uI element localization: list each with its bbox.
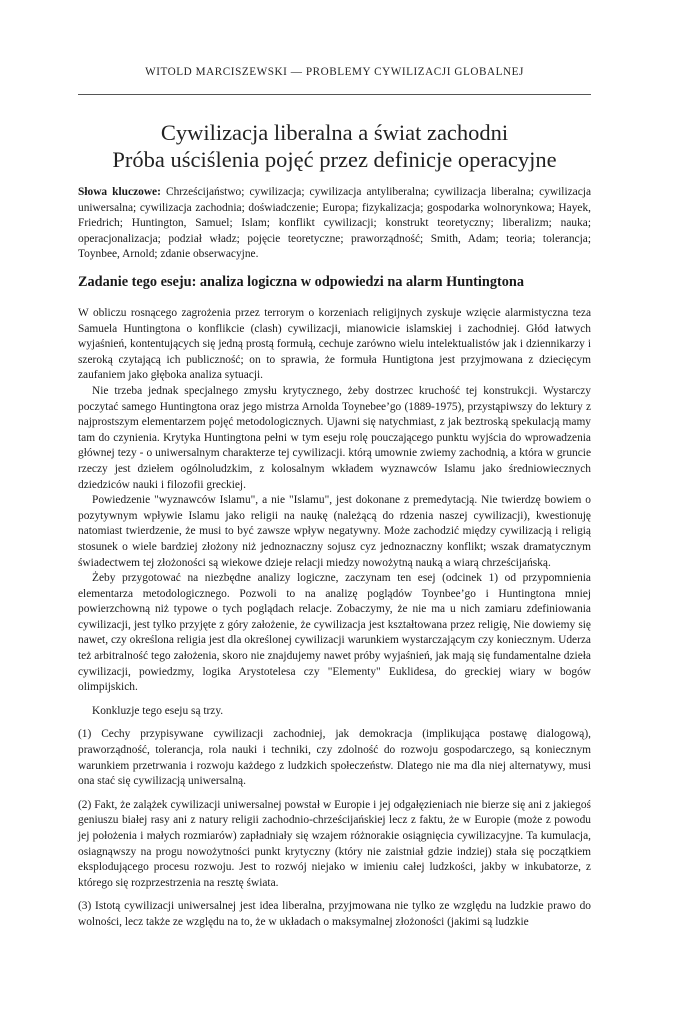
paragraph: Powiedzenie "wyznawców Islamu", a nie "Islamu", jest dokonane z premedytacją. Nie twierdzę bowiem o pozytywnym wpływie Islamu jako religii na naukę (należącą do rdzenia naszej cywilizacji), kwestionuję natomiast twierdzenie, że musi to być zawsze wpływ negatywny. Może zachodzić między cywilizacją i religią stosunek o wiele bardziej złożony niż jednoznaczny sojusz cyz jednoznaczny konflikt; wszak dramatycznym świadectwem tej złożoności są wiekowe dzieje relacji miedzy nowożytną nauką a wiarą chrześcijańską. (78, 494, 591, 569)
paragraph: Żeby przygotować na niezbędne analizy logiczne, zaczynam ten esej (odcinek 1) od przypomnienia elementarza metodologicznego. Pozwoli to na analizę poglądów Toynbee’go i Huntingtona mniej powierzchowną niż typowe o tych poglądach relacje. Zobaczymy, że nie ma u nich zamiaru zdefiniowania cywilizacji, jest tylko przyjęte z góry założenie, że cywilizacja jest kształtowana przez religię, Nie dowiemy się nawet, czy określona religia jest dla określonej cywilizacji warunkiem wystarczającym czy koniecznym. Uderza też arbitralność tego założenia, skoro nie znajdujemy nawet próby wyjaśnień, jak mają się fundamentalne dzieła cywilizacji, powiedzmy, logika Arystotelesa czy "Elementy" Euklidesa, do greckiej wiary w bogów olimpijskich. (78, 572, 591, 694)
running-header: WITOLD MARCISZEWSKI — PROBLEMY CYWILIZACJI GLOBALNEJ (145, 66, 524, 78)
title-line-2: Próba uściślenia pojęć przez definicje operacyjne (112, 147, 557, 172)
numbered-conclusion-1: (1) Cechy przypisywane cywilizacji zachodniej, jak demokracja (implikująca postawę dialogową), praworządność, tolerancja, rola nauki i techniki, czy zdolność do rozwoju gospodarczego, są koniecznym warunkiem przetrwania i rozwoju każdego z ludzkich społeczeństw. Dlatego nie ma dla niej alternatywy, musi ona stać się cywilizacją uniwersalną. (78, 728, 591, 788)
keywords-label: Słowa kluczowe: (78, 186, 161, 198)
paragraph: W obliczu rosnącego zagrożenia przez terrorym o korzeniach religijnych zyskuje wzięcie alarmistyczna teza Samuela Huntingtona o konflikcie (clash) cywilizacji, mianowicie islamskiej i zachodniej. Głód łatwych wyjaśnień, kontentujących się jedną prostą formułą, cechuje zarówno wielu intelektualistów jak i dziennikarzy i szeroką czytającą ich publiczność; on to sprawia, że formuła Huntigtona jest przyjmowana z dziecięcym zaufaniem jako głęboka analiza sytuacji. (78, 307, 591, 382)
header-rule (78, 94, 591, 95)
numbered-conclusion-3: (3) Istotą cywilizacji uniwersalnej jest idea liberalna, przyjmowana nie tylko ze względu na ludzkie prawo do wolności, lecz także ze względu na to, że w układach o maksymalnej złożoności (jakimi są ludzkie (78, 900, 591, 928)
keywords-list: Chrześcijaństwo; cywilizacja; cywilizacja antyliberalna; cywilizacja liberalna; cywilizacja uniwersalna; cywilizacja zachodnia; doświadczenie; Europa; fizykalizacja; gospodarka wolnorynkowa; Hayek, Friedrich; Huntington, Samuel; Islam; konflikt cywilizacji; konstrukt teoretyczny; liberalizm; nauka; operacjonalizacja; podział władz; pojęcie teoretyczne; praworządność; Smith, Adam; teoria; tolerancja; Toynbee, Arnold; zdanie obserwacyjne. (78, 186, 591, 261)
title-line-1: Cywilizacja liberalna a świat zachodni (160, 120, 509, 145)
numbered-conclusion-2: (2) Fakt, że zalążek cywilizacji uniwersalnej powstał w Europie i jej odgałęzieniach nie bierze się ani z jakiegoś geniuszu białej rasy ani z natury religii zachodnio-chrześcijańskiej lecz z faktu, że w Europie (może z powodu jej położenia i małych rozmiarów) zapładniały się wzajem różnorakie osiągnięcia cywilizacyjne. Ta kumulacja, osiagnąwszy na progu nowożytności punkt krytyczny (który nie zaistniał gdzie indziej) stała się początkiem eksplodującego procesu rozwoju. Jest to rozwój niejako w imieniu całej ludzkości, jakby w inkubatorze, z którego się rozprzestrzenia na resztę świata. (78, 798, 591, 889)
keywords-paragraph (78, 185, 591, 263)
body-text (78, 306, 591, 931)
paragraph: Nie trzeba jednak specjalnego zmysłu krytycznego, żeby dostrzec kruchość tej konstrukcji. Wystarczy poczytać samego Huntingtona oraz jego mistrza Arnolda Toynebee’go (1889-1975), przystąpiwszy do lektury z najprostszym elementarzem pojęć metodologicznych. Ujawni się natychmiast, z jak beztroską spekulacją mamy tam do czynienia. Krytyka Huntingtona pełni w tym eseju rolę pouczającego punktu wyjścia do wprowadzenia głównej tezy - o uniwersalnym charakterze tej cywilizacji. którą umownie zwiemy zachodnią, a która w gruncie rzeczy jest dziełem ogólnoludzkim, z kolosalnym wkładem wyznawców Islamu jako średniowiecznych dziedziców nauki i filozofii greckiej. (78, 384, 591, 491)
article-title (78, 119, 591, 173)
paragraph-conclusions-intro: Konkluzje tego eseju są trzy. (92, 704, 224, 717)
section-heading: Zadanie tego eseju: analiza logiczna w odpowiedzi na alarm Huntingtona (78, 274, 524, 290)
